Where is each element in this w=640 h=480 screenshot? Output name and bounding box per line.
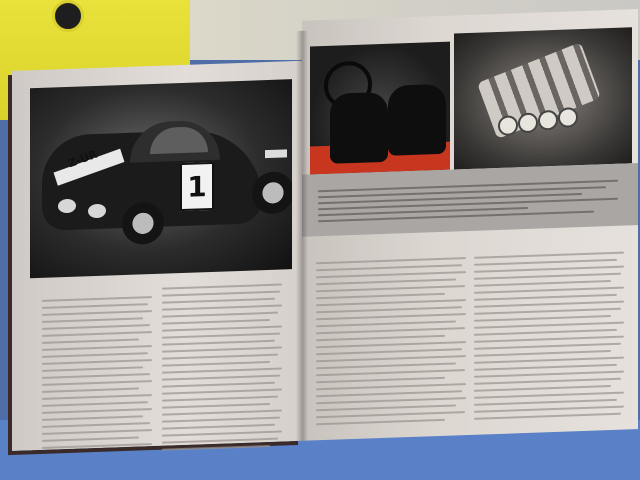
sticky-logo-icon — [52, 0, 84, 32]
text-line — [42, 345, 152, 351]
text-line — [474, 399, 617, 406]
text-line — [316, 369, 465, 376]
text-line — [474, 378, 621, 385]
text-line — [316, 264, 462, 271]
text-line — [316, 355, 466, 362]
text-line — [474, 322, 624, 329]
text-line — [162, 326, 282, 332]
text-line — [42, 380, 152, 386]
text-line — [42, 388, 139, 393]
text-line — [316, 383, 466, 390]
text-line — [474, 273, 621, 280]
text-line — [42, 331, 152, 337]
passenger-seat — [388, 84, 446, 156]
text-line — [474, 336, 624, 343]
left-text-column-2 — [162, 284, 282, 456]
rear-wheel — [252, 171, 292, 214]
text-line — [316, 390, 462, 397]
text-line — [162, 333, 280, 339]
intake-trumpet — [558, 107, 578, 128]
rally-car-photo — [30, 79, 292, 278]
text-line — [316, 348, 462, 355]
right-page — [302, 9, 638, 441]
text-line — [42, 339, 139, 344]
text-line — [474, 406, 624, 413]
text-line — [316, 257, 466, 264]
text-line — [162, 396, 278, 402]
book-gutter — [296, 31, 308, 441]
text-line — [474, 343, 621, 350]
text-line — [42, 401, 148, 407]
text-line — [162, 375, 280, 381]
race-number: 1 — [180, 162, 214, 211]
text-line — [162, 305, 282, 311]
text-line — [474, 280, 611, 287]
right-text-column-1 — [316, 257, 466, 430]
text-line — [42, 296, 152, 302]
text-line — [474, 315, 611, 322]
text-line — [316, 419, 445, 426]
text-line — [42, 422, 150, 428]
intake-trumpet — [498, 115, 518, 136]
text-line — [316, 397, 466, 404]
text-line — [162, 319, 270, 325]
text-line — [474, 392, 624, 399]
text-line — [42, 303, 148, 309]
engine-photo — [454, 27, 632, 169]
text-line — [162, 312, 278, 318]
text-line — [42, 317, 143, 323]
text-line — [474, 371, 624, 378]
text-line — [42, 366, 143, 372]
text-line — [316, 293, 445, 300]
text-line — [42, 415, 143, 421]
text-line — [316, 313, 466, 320]
text-line — [474, 294, 617, 301]
text-line — [162, 354, 278, 360]
text-line — [42, 437, 139, 442]
text-line — [316, 362, 456, 369]
left-text-column-1 — [42, 296, 152, 454]
text-line — [316, 327, 465, 334]
text-line — [316, 341, 466, 348]
right-text-column-2 — [474, 252, 624, 425]
text-line — [474, 350, 611, 357]
text-line — [42, 394, 152, 400]
text-line — [474, 364, 617, 371]
text-line — [162, 389, 282, 395]
text-line — [42, 310, 152, 316]
text-line — [162, 361, 270, 367]
text-line — [162, 438, 278, 444]
text-line — [162, 445, 270, 451]
intake-trumpet — [518, 113, 538, 134]
text-line — [42, 429, 152, 435]
text-line — [162, 424, 275, 430]
text-line — [316, 320, 456, 327]
text-line — [316, 271, 466, 278]
text-line — [162, 403, 270, 409]
text-line — [162, 284, 282, 290]
open-book — [12, 9, 638, 459]
text-line — [474, 308, 621, 315]
text-line — [474, 301, 624, 308]
text-line — [316, 411, 465, 418]
text-line — [42, 352, 148, 358]
text-line — [316, 278, 456, 285]
text-line — [474, 259, 617, 266]
text-line — [162, 431, 282, 437]
text-line — [42, 359, 152, 365]
text-line — [42, 408, 152, 414]
text-line — [162, 410, 282, 416]
text-line — [316, 299, 466, 306]
rear-stripe — [265, 149, 287, 158]
text-line — [42, 443, 152, 449]
left-page — [12, 61, 302, 451]
text-line — [474, 329, 617, 336]
text-line — [42, 324, 150, 330]
text-line — [162, 291, 280, 297]
text-line — [316, 335, 445, 342]
front-wheel — [122, 202, 164, 245]
text-line — [316, 306, 462, 313]
text-line — [474, 357, 624, 364]
text-line — [316, 404, 456, 411]
text-line — [162, 417, 280, 423]
text-line — [316, 377, 445, 384]
text-line — [42, 373, 150, 379]
text-line — [162, 340, 275, 346]
text-line — [474, 385, 611, 392]
text-line — [162, 347, 282, 353]
text-line — [474, 252, 624, 259]
text-line — [474, 413, 621, 420]
driver-seat — [330, 92, 388, 164]
interior-photo — [310, 42, 450, 175]
intake-trumpet — [538, 110, 558, 131]
banner-text: Z-UR — [66, 147, 100, 171]
text-line — [316, 285, 465, 292]
text-line — [162, 368, 282, 374]
text-line — [162, 298, 275, 304]
text-line — [474, 287, 624, 294]
text-line — [474, 266, 624, 273]
text-line — [162, 382, 275, 388]
